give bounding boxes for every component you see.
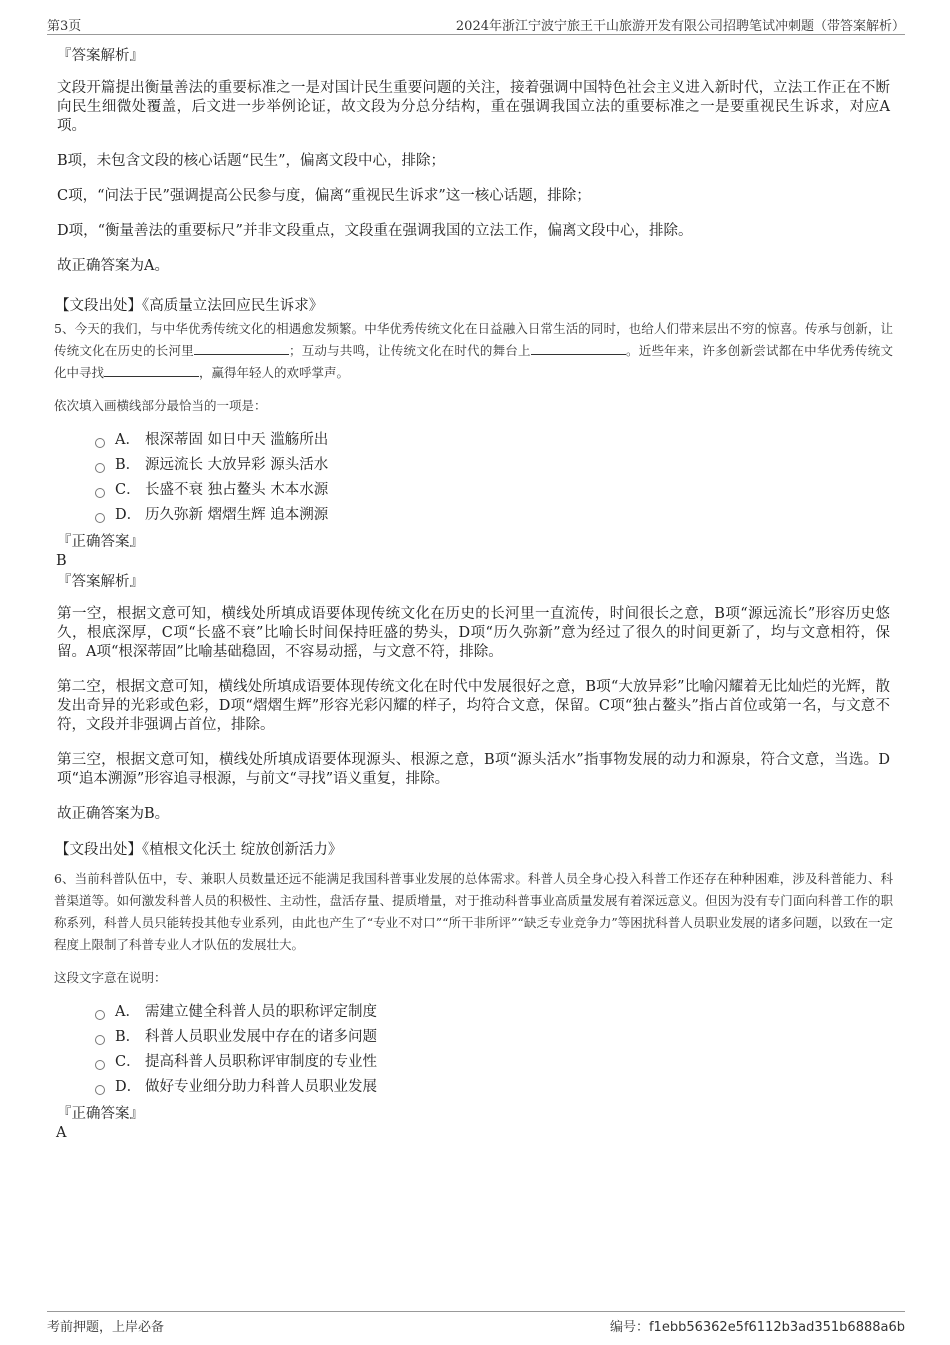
q6-option-c[interactable]: C． 提高科普人员职称评审制度的专业性: [95, 1050, 890, 1075]
q5-analysis-conclusion: 故正确答案为B。: [57, 806, 170, 822]
q4-analysis-conclusion: 故正确答案为A。: [57, 258, 169, 274]
footer-serial: 编号：f1ebb56362e5f6112b3ad351b6888a6b: [609, 1320, 905, 1335]
q4-analysis-paragraph-4: D项，“衡量善法的重要标尺”并非文段重点，文段重在强调我国的立法工作，偏离文段中心，排除。: [57, 223, 693, 239]
page-header: [47, 14, 905, 35]
q6-prompt: 这段文字意在说明：: [54, 970, 167, 985]
radio-icon[interactable]: [95, 1010, 105, 1020]
q6-option-d[interactable]: D． 做好专业细分助力科普人员职业发展: [95, 1075, 890, 1100]
q5-analysis-label: 『答案解析』: [57, 574, 144, 590]
radio-icon[interactable]: [95, 488, 105, 498]
q5-analysis-paragraph-3: 第三空，根据文意可知，横线处所填成语要体现源头、根源之意，B项“源头活水”指事物发展的动力和源泉，符合文意，当选。D项“追本溯源”形容追寻根源，与前文“寻找”语义重复，排除。: [57, 752, 890, 787]
blank-3: [104, 364, 199, 377]
q5-option-d[interactable]: D． 历久弥新 熠熠生辉 追本溯源: [95, 503, 890, 528]
q5-correct-label: 『正确答案』: [57, 534, 144, 550]
q4-analysis-paragraph-1: 文段开篇提出衡量善法的重要标准之一是对国计民生重要问题的关注，接着强调中国特色社会主义进入新时代，立法工作正在不断向民生细微处覆盖，后文进一步举例论证，故文段为分总分结构，重在强调我国立法的重要标准之一是要重视民生诉求，对应A项。: [57, 80, 890, 134]
q4-analysis-paragraph-2: B项，未包含文段的核心话题“民生”，偏离文段中心，排除；: [57, 153, 445, 169]
blank-2: [531, 342, 626, 355]
q5-analysis-paragraph-1: 第一空，根据文意可知，横线处所填成语要体现传统文化在历史的长河里一直流传，时间很长之意，B项“源远流长”形容历史悠久，根底深厚，C项“长盛不衰”比喻长时间保持旺盛的势头，D项“历久弥新”意为经过了很久的时间更新了，均与文意相符，保留。A项“根深蒂固”比喻基础稳固，不容易动摇，与文意不符，排除。: [57, 606, 890, 660]
document-body: [54, 46, 893, 1142]
q5-question-text: 5、今天的我们，与中华优秀传统文化的相遇愈发频繁。中华优秀传统文化在日益融入日常生活的同时，也给人们带来层出不穷的惊喜。传承与创新，让传统文化在历史的长河里 ；互动与共鸣，让传统文化在时代的舞台上 。近些年来，许多创新尝试都在中华优秀传统文化中寻找 ，赢得年轻人的欢呼掌声。: [54, 321, 893, 380]
q5-correct-answer: B: [56, 553, 67, 569]
q6-options: [95, 1000, 890, 1100]
q5-option-c[interactable]: C． 长盛不衰 独占鳌头 木本水源: [95, 478, 890, 503]
q6-option-a[interactable]: A． 需建立健全科普人员的职称评定制度: [95, 1000, 890, 1025]
radio-icon[interactable]: [95, 438, 105, 448]
q6-correct-label: 『正确答案』: [57, 1106, 144, 1122]
q6-option-b[interactable]: B． 科普人员职业发展中存在的诸多问题: [95, 1025, 890, 1050]
radio-icon[interactable]: [95, 463, 105, 473]
document-title: 2024年浙江宁波宁旅王干山旅游开发有限公司招聘笔试冲刺题（带答案解析）: [455, 19, 905, 34]
radio-icon[interactable]: [95, 1085, 105, 1095]
q6-question-text: 6、当前科普队伍中，专、兼职人员数量还远不能满足我国科普事业发展的总体需求。科普人员全身心投入科普工作还存在种种困难，涉及科普能力、科普渠道等。如何激发科普人员的积极性、主动性，盘活存量、提质增量，对于推动科普事业高质量发展有着深远意义。但因为没有专门面向科普工作的职称系列，科普人员只能转投其他专业系列，由此也产生了“专业不对口”“所干非所评”“缺乏专业竞争力”等困扰科普人员职业发展的诸多问题，以致在一定程度上限制了科普专业人才队伍的发展壮大。: [54, 871, 893, 952]
page-number: 第3页: [47, 19, 82, 34]
radio-icon[interactable]: [95, 513, 105, 523]
q5-option-a[interactable]: A． 根深蒂固 如日中天 滥觞所出: [95, 428, 890, 453]
q4-source: 【文段出处】《高质量立法回应民生诉求》: [55, 298, 324, 314]
page-footer: [47, 1311, 905, 1336]
radio-icon[interactable]: [95, 1035, 105, 1045]
q5-source: 【文段出处】《植根文化沃土 绽放创新活力》: [55, 842, 343, 858]
blank-1: [194, 342, 289, 355]
q6-correct-answer: A: [56, 1125, 67, 1141]
q5-prompt: 依次填入画横线部分最恰当的一项是：: [54, 398, 267, 413]
footer-slogan: 考前押题，上岸必备: [47, 1320, 165, 1335]
q5-analysis-paragraph-2: 第二空，根据文意可知，横线处所填成语要体现传统文化在时代中发展很好之意，B项“大放异彩”比喻闪耀着无比灿烂的光辉，散发出奇异的光彩或色彩，D项“熠熠生辉”形容光彩闪耀的样子，均符合文意，保留。C项“独占鳌头”指占首位或第一名，与文意不符，文段并非强调占首位，排除。: [57, 679, 890, 733]
radio-icon[interactable]: [95, 1060, 105, 1070]
q5-options: [95, 428, 890, 528]
q4-analysis-paragraph-3: C项，“问法于民”强调提高公民参与度，偏离“重视民生诉求”这一核心话题，排除；: [57, 188, 591, 204]
q5-option-b[interactable]: B． 源远流长 大放异彩 源头活水: [95, 453, 890, 478]
q4-analysis-label: 『答案解析』: [57, 48, 144, 64]
